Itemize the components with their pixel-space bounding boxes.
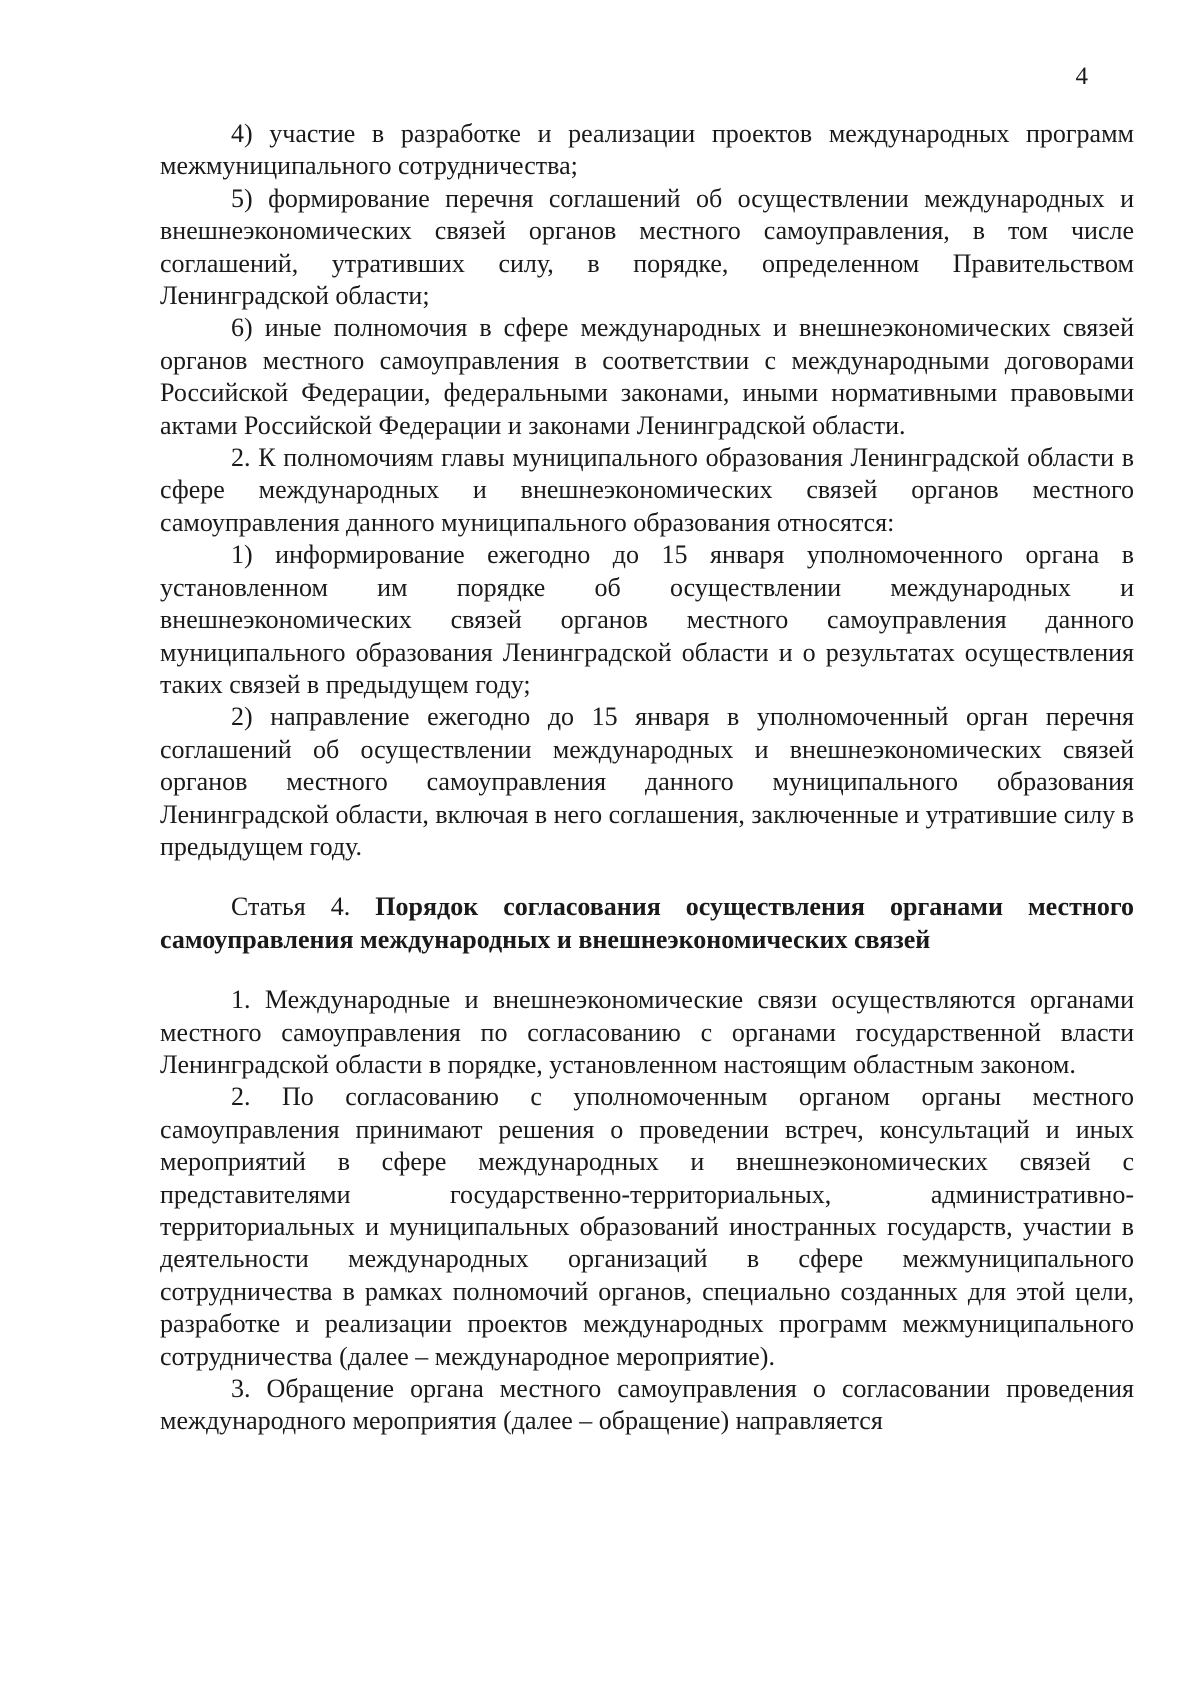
paragraph: 4) участие в разработке и реализации проектов международных программ межмуниципального сотрудничества; [160, 119, 1134, 181]
article-title: Порядок согласования осуществления органами местного самоуправления международных и внешнеэкономических связей [160, 892, 1134, 954]
document-body [160, 118, 1134, 1438]
paragraph: 2) направление ежегодно до 15 января в уполномоченный орган перечня соглашений об осуществлении международных и внешнеэкономических связей органов местного самоуправления данного муниципального образования Ленинградской области, включая в него соглашения, заключенные и утратившие силу в предыдущем году. [160, 702, 1134, 861]
paragraph: 1) информирование ежегодно до 15 января уполномоченного органа в установленном им порядке об осуществлении международных и внешнеэкономических связей органов местного самоуправления данного муниципального образования Ленинградской области и о результатах осуществления таких связей в предыдущем году; [160, 540, 1134, 699]
section-gap [160, 956, 1134, 984]
paragraph: 5) формирование перечня соглашений об осуществлении международных и внешнеэкономических связей органов местного самоуправления, в том числе соглашений, утративших силу, в порядке, определенном Правительством Ленинградской области; [160, 183, 1134, 311]
paragraph: 2. К полномочиям главы муниципального образования Ленинградской области в сфере международных и внешнеэкономических связей органов местного самоуправления данного муниципального образования относятся: [160, 443, 1134, 537]
paragraph: 2. По согласованию с уполномоченным органом органы местного самоуправления принимают решения о проведении встреч, консультаций и иных мероприятий в сфере международных и внешнеэкономических связей с представителями государственно-территориальных, административно-территориальных и муниципальных образований иностранных государств, участии в деятельности международных организаций в сфере межмуниципального сотрудничества в рамках полномочий органов, специально созданных для этой цели, разработке и реализации проектов международных программ межмуниципального сотрудничества (далее – международное мероприятие). [160, 1082, 1134, 1371]
paragraph: 6) иные полномочия в сфере международных и внешнеэкономических связей органов местного самоуправления в соответствии с международными договорами Российской Федерации, федеральными законами, иными нормативными правовыми актами Российской Федерации и законами Ленинградской области. [160, 313, 1134, 440]
paragraph: 1. Международные и внешнеэкономические связи осуществляются органами местного самоуправления по согласованию с органами государственной власти Ленинградской области в порядке, установленном настоящим областным законом. [160, 985, 1134, 1079]
article-heading [160, 891, 1134, 956]
page-number: 4 [1075, 63, 1088, 90]
paragraph: 3. Обращение органа местного самоуправления о согласовании проведения международного мероприятия (далее – обращение) направляется [160, 1374, 1134, 1436]
article-label: Статья 4. [231, 892, 351, 922]
